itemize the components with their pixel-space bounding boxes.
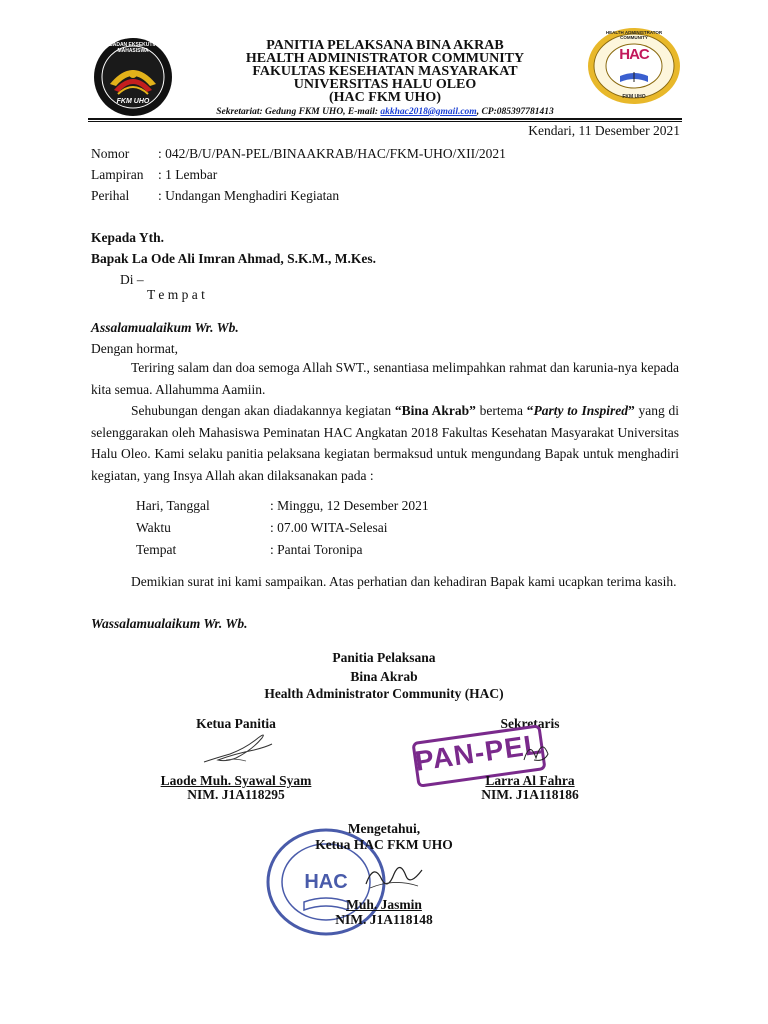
recipient-tempat: T e m p a t <box>147 287 205 302</box>
header-line-2: HEALTH ADMINISTRATOR COMMUNITY <box>245 51 525 66</box>
perihal-label: Perihal <box>91 188 130 203</box>
detail-value: : Minggu, 12 Desember 2021 <box>270 498 429 513</box>
header-rule-thick <box>88 118 682 120</box>
center-signer-name: Muh. Jasmin <box>346 897 422 912</box>
secretariat-suffix: , CP:085397781413 <box>476 107 554 117</box>
closing-paragraph <box>91 571 679 593</box>
left-signer-name: Laode Muh. Syawal Syam <box>160 773 312 788</box>
right-logo-bottom-text: FKM UHO <box>622 94 646 100</box>
detail-label: Tempat <box>136 542 177 557</box>
nomor-label: Nomor <box>91 146 130 161</box>
center-signature <box>360 856 430 896</box>
detail-value: : 07.00 WITA-Selesai <box>270 520 388 535</box>
secretariat-line <box>150 107 620 117</box>
paragraph-1-text: Teriring salam dan doa semoga Allah SWT., senantiasa melimpahkan rahmat dan karunia-nya kepada kita semua. Allahumma Aamiin. <box>91 360 679 397</box>
lampiran-label: Lampiran <box>91 167 144 182</box>
detail-label: Hari, Tanggal <box>136 498 210 513</box>
nomor-value: : 042/B/U/PAN-PEL/BINAAKRAB/HAC/FKM-UHO/XII/2021 <box>158 146 506 161</box>
header-line-5: (HAC FKM UHO) <box>329 90 441 105</box>
right-signature <box>516 730 556 770</box>
closing-text: Demikian surat ini kami sampaikan. Atas perhatian dan kehadiran Bapak kami ucapkan terima kasih. <box>131 574 677 589</box>
lampiran-value: : 1 Lembar <box>158 167 218 182</box>
detail-row <box>136 497 676 519</box>
center-signer-nim: NIM. J1A118148 <box>335 912 433 927</box>
theme-quote-close: ” <box>628 403 635 418</box>
left-logo <box>92 36 174 118</box>
org-line-3: Health Administrator Community (HAC) <box>264 686 504 701</box>
theme-quote-open: “ <box>526 403 534 418</box>
event-details <box>136 497 676 563</box>
right-signer-name: Larra Al Fahra <box>485 773 575 788</box>
email-link[interactable]: akkhac2018@gmail.com <box>380 107 477 117</box>
paragraph-2 <box>91 400 679 486</box>
event-name: “Bina Akrab” <box>394 403 476 418</box>
left-signature <box>196 728 276 768</box>
header-line-1: PANITIA PELAKSANA BINA AKRAB <box>266 38 504 53</box>
p2-part-b: bertema <box>475 403 527 418</box>
detail-row <box>136 541 676 563</box>
closing-salam: Wassalamualaikum Wr. Wb. <box>91 616 248 631</box>
opening-salam: Assalamualaikum Wr. Wb. <box>91 320 239 335</box>
header-line-4: UNIVERSITAS HALU OLEO <box>293 77 477 92</box>
center-signer-role: Ketua HAC FKM UHO <box>315 837 453 852</box>
right-logo-mark: HAC <box>619 46 649 63</box>
perihal-value: : Undangan Menghadiri Kegiatan <box>158 188 340 203</box>
recipient-name: Bapak La Ode Ali Imran Ahmad, S.K.M., M.Kes. <box>91 251 377 266</box>
kepada-yth: Kepada Yth. <box>91 230 165 245</box>
left-logo-ring-text: BADAN EKSEKUTIF MAHASISWA <box>109 42 157 54</box>
opening-hormat: Dengan hormat, <box>91 341 178 356</box>
header-line-3: FAKULTAS KESEHATAN MASYARAKAT <box>252 64 518 79</box>
p2-part-a: Sehubungan dengan akan diadakannya kegiatan <box>131 403 395 418</box>
recipient-di: Di – <box>120 272 144 287</box>
right-logo-ring-text: HEALTH ADMINISTRATOR COMMUNITY <box>605 30 663 40</box>
right-logo <box>586 26 682 106</box>
date-line: Kendari, 11 Desember 2021 <box>528 123 680 138</box>
theme-name: Party to Inspired <box>533 403 629 418</box>
org-line-2: Bina Akrab <box>350 669 418 684</box>
right-signer-role: Sekretaris <box>500 716 560 731</box>
paragraph-1 <box>91 357 679 400</box>
detail-row <box>136 519 676 541</box>
right-signer-nim: NIM. J1A118186 <box>481 787 579 802</box>
left-signer-role: Ketua Panitia <box>196 716 276 731</box>
org-line-1: Panitia Pelaksana <box>332 650 436 665</box>
stamp-text: PAN-PEL <box>413 728 544 777</box>
p2-part-c: yang di selenggarakan oleh Mahasiswa Peminatan HAC Angkatan 2018 Fakultas Kesehatan Masyarakat Universitas Halu Oleo. Kami selaku panitia pelaksana kegiatan bermaksud untuk mengundang Bapak untuk menghadiri kegiatan, yang Insya Allah akan dilaksanakan pada : <box>91 403 679 483</box>
secretariat-prefix: Sekretariat: Gedung FKM UHO, E-mail: <box>216 107 381 117</box>
svg-text:HAC: HAC <box>304 871 348 893</box>
mengetahui: Mengetahui, <box>347 821 421 836</box>
detail-label: Waktu <box>136 520 171 535</box>
detail-value: : Pantai Toronipa <box>270 542 363 557</box>
left-signer-nim: NIM. J1A118295 <box>187 787 285 802</box>
left-logo-bottom-text: FKM UHO <box>116 98 150 105</box>
